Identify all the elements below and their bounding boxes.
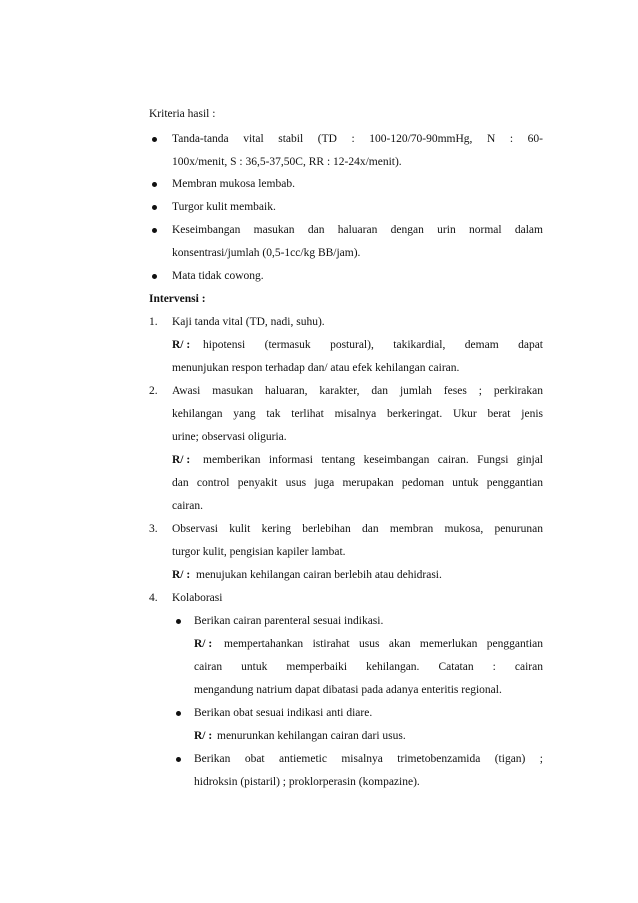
intervention-3-line-1: Observasi kulit kering berlebihan dan membran mukosa, penurunan <box>172 523 543 535</box>
criteria-item-4-line-2: konsentrasi/jumlah (0,5-1cc/kg BB/jam). <box>172 247 361 259</box>
rationale-label: R/ : <box>194 638 213 650</box>
bullet-icon <box>152 137 157 142</box>
criteria-item-3: Turgor kulit membaik. <box>172 201 276 213</box>
intervention-2-line-2: kehilangan yang tak terlihat misalnya berkeringat. Ukur berat jenis <box>172 408 543 420</box>
intervention-3-number: 3. <box>149 523 158 535</box>
intervention-2-line-3: urine; observasi oliguria. <box>172 431 287 443</box>
intervention-3-line-2: turgor kulit, pengisian kapiler lambat. <box>172 546 346 558</box>
intervention-1-rationale-line-1: hipotensi (termasuk postural), takikardial, demam dapat <box>203 339 543 351</box>
intervention-2-line-1: Awasi masukan haluaran, karakter, dan jumlah feses ; perkirakan <box>172 385 543 397</box>
bullet-icon <box>176 711 181 716</box>
bullet-icon <box>152 182 157 187</box>
bullet-icon <box>152 228 157 233</box>
bullet-icon <box>152 274 157 279</box>
intervention-2-rationale-line-3: cairan. <box>172 500 203 512</box>
intervention-2-rationale-line-2: dan control penyakit usus juga merupakan pedoman untuk penggantian <box>172 477 543 489</box>
bullet-icon <box>176 757 181 762</box>
collab-3-line-2: hidroksin (pistaril) ; proklorperasin (kompazine). <box>194 776 420 788</box>
intervention-1-number: 1. <box>149 316 158 328</box>
intervention-heading: Intervensi : <box>149 293 206 305</box>
criteria-item-1-line-2: 100x/menit, S : 36,5-37,50C, RR : 12-24x/menit). <box>172 156 402 168</box>
bullet-icon <box>152 205 157 210</box>
criteria-item-1-line-1: Tanda-tanda vital stabil (TD : 100-120/70-90mmHg, N : 60- <box>172 133 543 145</box>
rationale-label: R/ : <box>172 454 191 466</box>
collab-1-rationale-line-2: cairan untuk memperbaiki kehilangan. Catatan : cairan <box>194 661 543 673</box>
collab-3-line-1: Berikan obat antiemetic misalnya trimetobenzamida (tigan) ; <box>194 753 543 765</box>
intervention-1-text: Kaji tanda vital (TD, nadi, suhu). <box>172 316 325 328</box>
rationale-label: R/ : <box>172 569 191 581</box>
collab-1-rationale-line-1: mempertahankan istirahat usus akan memerlukan penggantian <box>224 638 543 650</box>
collab-2-text: Berikan obat sesuai indikasi anti diare. <box>194 707 373 719</box>
criteria-item-4-line-1: Keseimbangan masukan dan haluaran dengan urin normal dalam <box>172 224 543 236</box>
rationale-label: R/ : <box>172 339 191 351</box>
bullet-icon <box>176 619 181 624</box>
intervention-3-rationale: menujukan kehilangan cairan berlebih atau dehidrasi. <box>196 569 442 581</box>
collab-1-rationale-line-3: mengandung natrium dapat dibatasi pada adanya enteritis regional. <box>194 684 502 696</box>
criteria-item-5: Mata tidak cowong. <box>172 270 264 282</box>
intervention-2-rationale-line-1: memberikan informasi tentang keseimbangan cairan. Fungsi ginjal <box>203 454 543 466</box>
intervention-1-rationale-line-2: menunjukan respon terhadap dan/ atau efek kehilangan cairan. <box>172 362 460 374</box>
intervention-4-number: 4. <box>149 592 158 604</box>
intervention-2-number: 2. <box>149 385 158 397</box>
collab-1-text: Berikan cairan parenteral sesuai indikasi. <box>194 615 384 627</box>
intervention-4-text: Kolaborasi <box>172 592 223 604</box>
collab-2-rationale: menurunkan kehilangan cairan dari usus. <box>217 730 406 742</box>
criteria-heading: Kriteria hasil : <box>149 108 216 120</box>
criteria-item-2: Membran mukosa lembab. <box>172 178 295 190</box>
rationale-label: R/ : <box>194 730 213 742</box>
